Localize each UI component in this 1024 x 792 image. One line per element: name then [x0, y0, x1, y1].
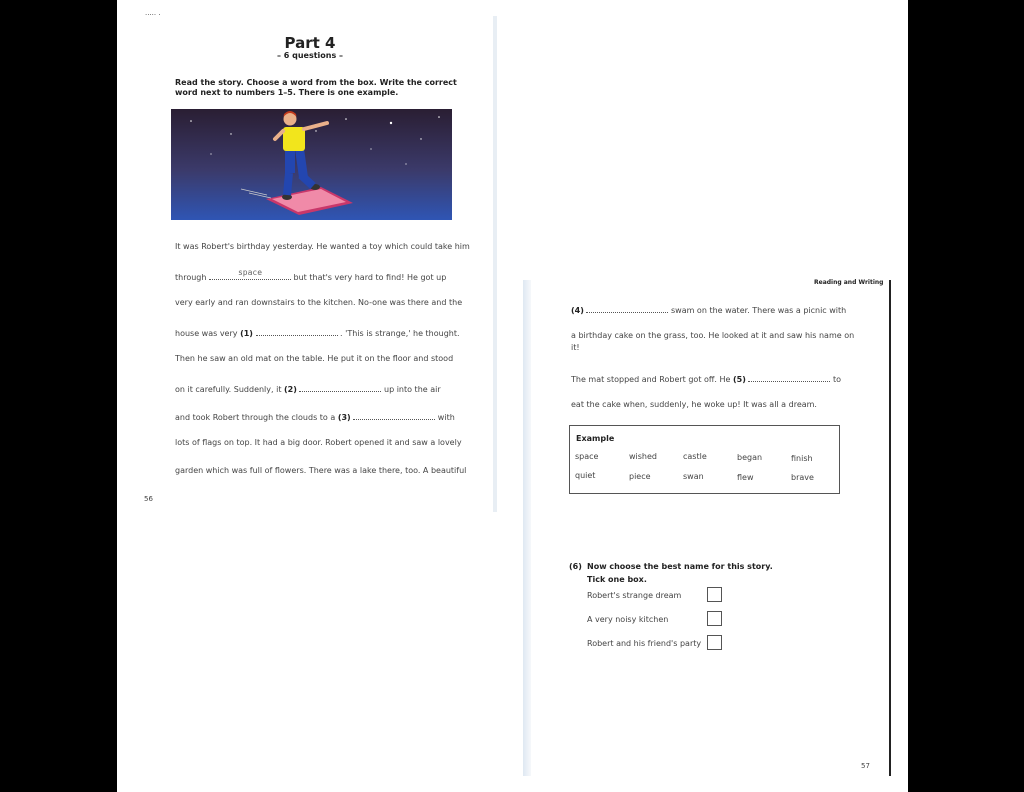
option-2-checkbox[interactable] — [707, 611, 722, 626]
page-subtitle: – 6 questions – — [276, 51, 344, 60]
question-6-number: (6) — [569, 562, 582, 571]
right-page-number: 57 — [861, 762, 870, 770]
answer-1-blank[interactable] — [256, 326, 338, 336]
left-page-edge — [493, 16, 497, 512]
instruction-line-1: Read the story. Choose a word from the box. Write the correct — [175, 78, 457, 87]
question-1-number: (1) — [240, 329, 253, 338]
word-box-word: space — [575, 452, 599, 461]
section-header: Reading and Writing — [814, 279, 884, 286]
story-line-2: through space but that's very hard to find! He got up — [175, 268, 447, 282]
corner-mark: ..... . — [145, 9, 161, 17]
page-title: Part 4 — [284, 34, 336, 52]
word-box-word: brave — [791, 473, 814, 482]
word-box-label: Example — [576, 434, 615, 443]
question-6-instruction: Tick one box. — [587, 575, 647, 584]
story-illustration — [171, 109, 452, 220]
question-3-number: (3) — [337, 413, 351, 422]
answer-3-blank[interactable] — [353, 410, 435, 420]
story-line-9: garden which was full of flowers. There was a lake there, too. A beautiful — [175, 466, 467, 475]
story-line-6: on it carefully. Suddenly, it (2) up into the air — [175, 382, 441, 394]
story-line-7: and took Robert through the clouds to a (3) with — [175, 410, 455, 422]
word-box-word: wished — [629, 452, 658, 461]
answer-5-blank[interactable] — [748, 372, 830, 382]
story-line-8: lots of flags on top. It had a big door. Robert opened it and saw a lovely — [175, 438, 462, 447]
word-box-word: finish — [791, 454, 813, 463]
word-box-word: flew — [737, 473, 754, 482]
option-label: Robert and his friend's party — [587, 639, 702, 648]
right-page-edge — [523, 280, 531, 776]
question-6-prompt: Now choose the best name for this story. — [587, 562, 773, 571]
word-box-word: swan — [683, 472, 704, 481]
answer-2-blank[interactable] — [299, 382, 381, 392]
story-line-5: Then he saw an old mat on the table. He put it on the floor and stood — [175, 354, 454, 363]
question-5-number: (5) — [732, 375, 746, 384]
option-3-checkbox[interactable] — [707, 635, 722, 650]
option-label: Robert's strange dream — [587, 591, 682, 600]
example-answer-blank: space — [209, 270, 291, 280]
right-page-border — [889, 280, 891, 776]
option-1-checkbox[interactable] — [707, 587, 722, 602]
word-box-word: quiet — [575, 471, 596, 480]
story-line-3: very early and ran downstairs to the kitchen. No-one was there and the — [175, 298, 463, 307]
left-page-number: 56 — [144, 495, 153, 503]
story-line-14: eat the cake when, suddenly, he woke up! It was all a dream. — [571, 400, 817, 409]
story-line-1: It was Robert's birthday yesterday. He wanted a toy which could take him — [175, 242, 470, 251]
word-box-word: began — [737, 453, 763, 462]
story-line-13: The mat stopped and Robert got off. He (5) to — [571, 372, 841, 384]
option-label: A very noisy kitchen — [587, 615, 669, 624]
word-box-word: castle — [683, 452, 707, 461]
instruction-line-2: word next to numbers 1–5. There is one example. — [175, 88, 399, 97]
story-line-4: house was very (1) . 'This is strange,' he thought. — [175, 326, 460, 338]
question-2-number: (2) — [284, 385, 297, 394]
question-4-number: (4) — [571, 306, 584, 315]
word-box-word: piece — [629, 472, 651, 481]
answer-4-blank[interactable] — [586, 303, 668, 313]
story-line-10: (4) swam on the water. There was a picnic with — [571, 303, 846, 315]
story-line-12: it! — [571, 343, 580, 352]
story-line-11: a birthday cake on the grass, too. He looked at it and saw his name on — [571, 331, 855, 340]
